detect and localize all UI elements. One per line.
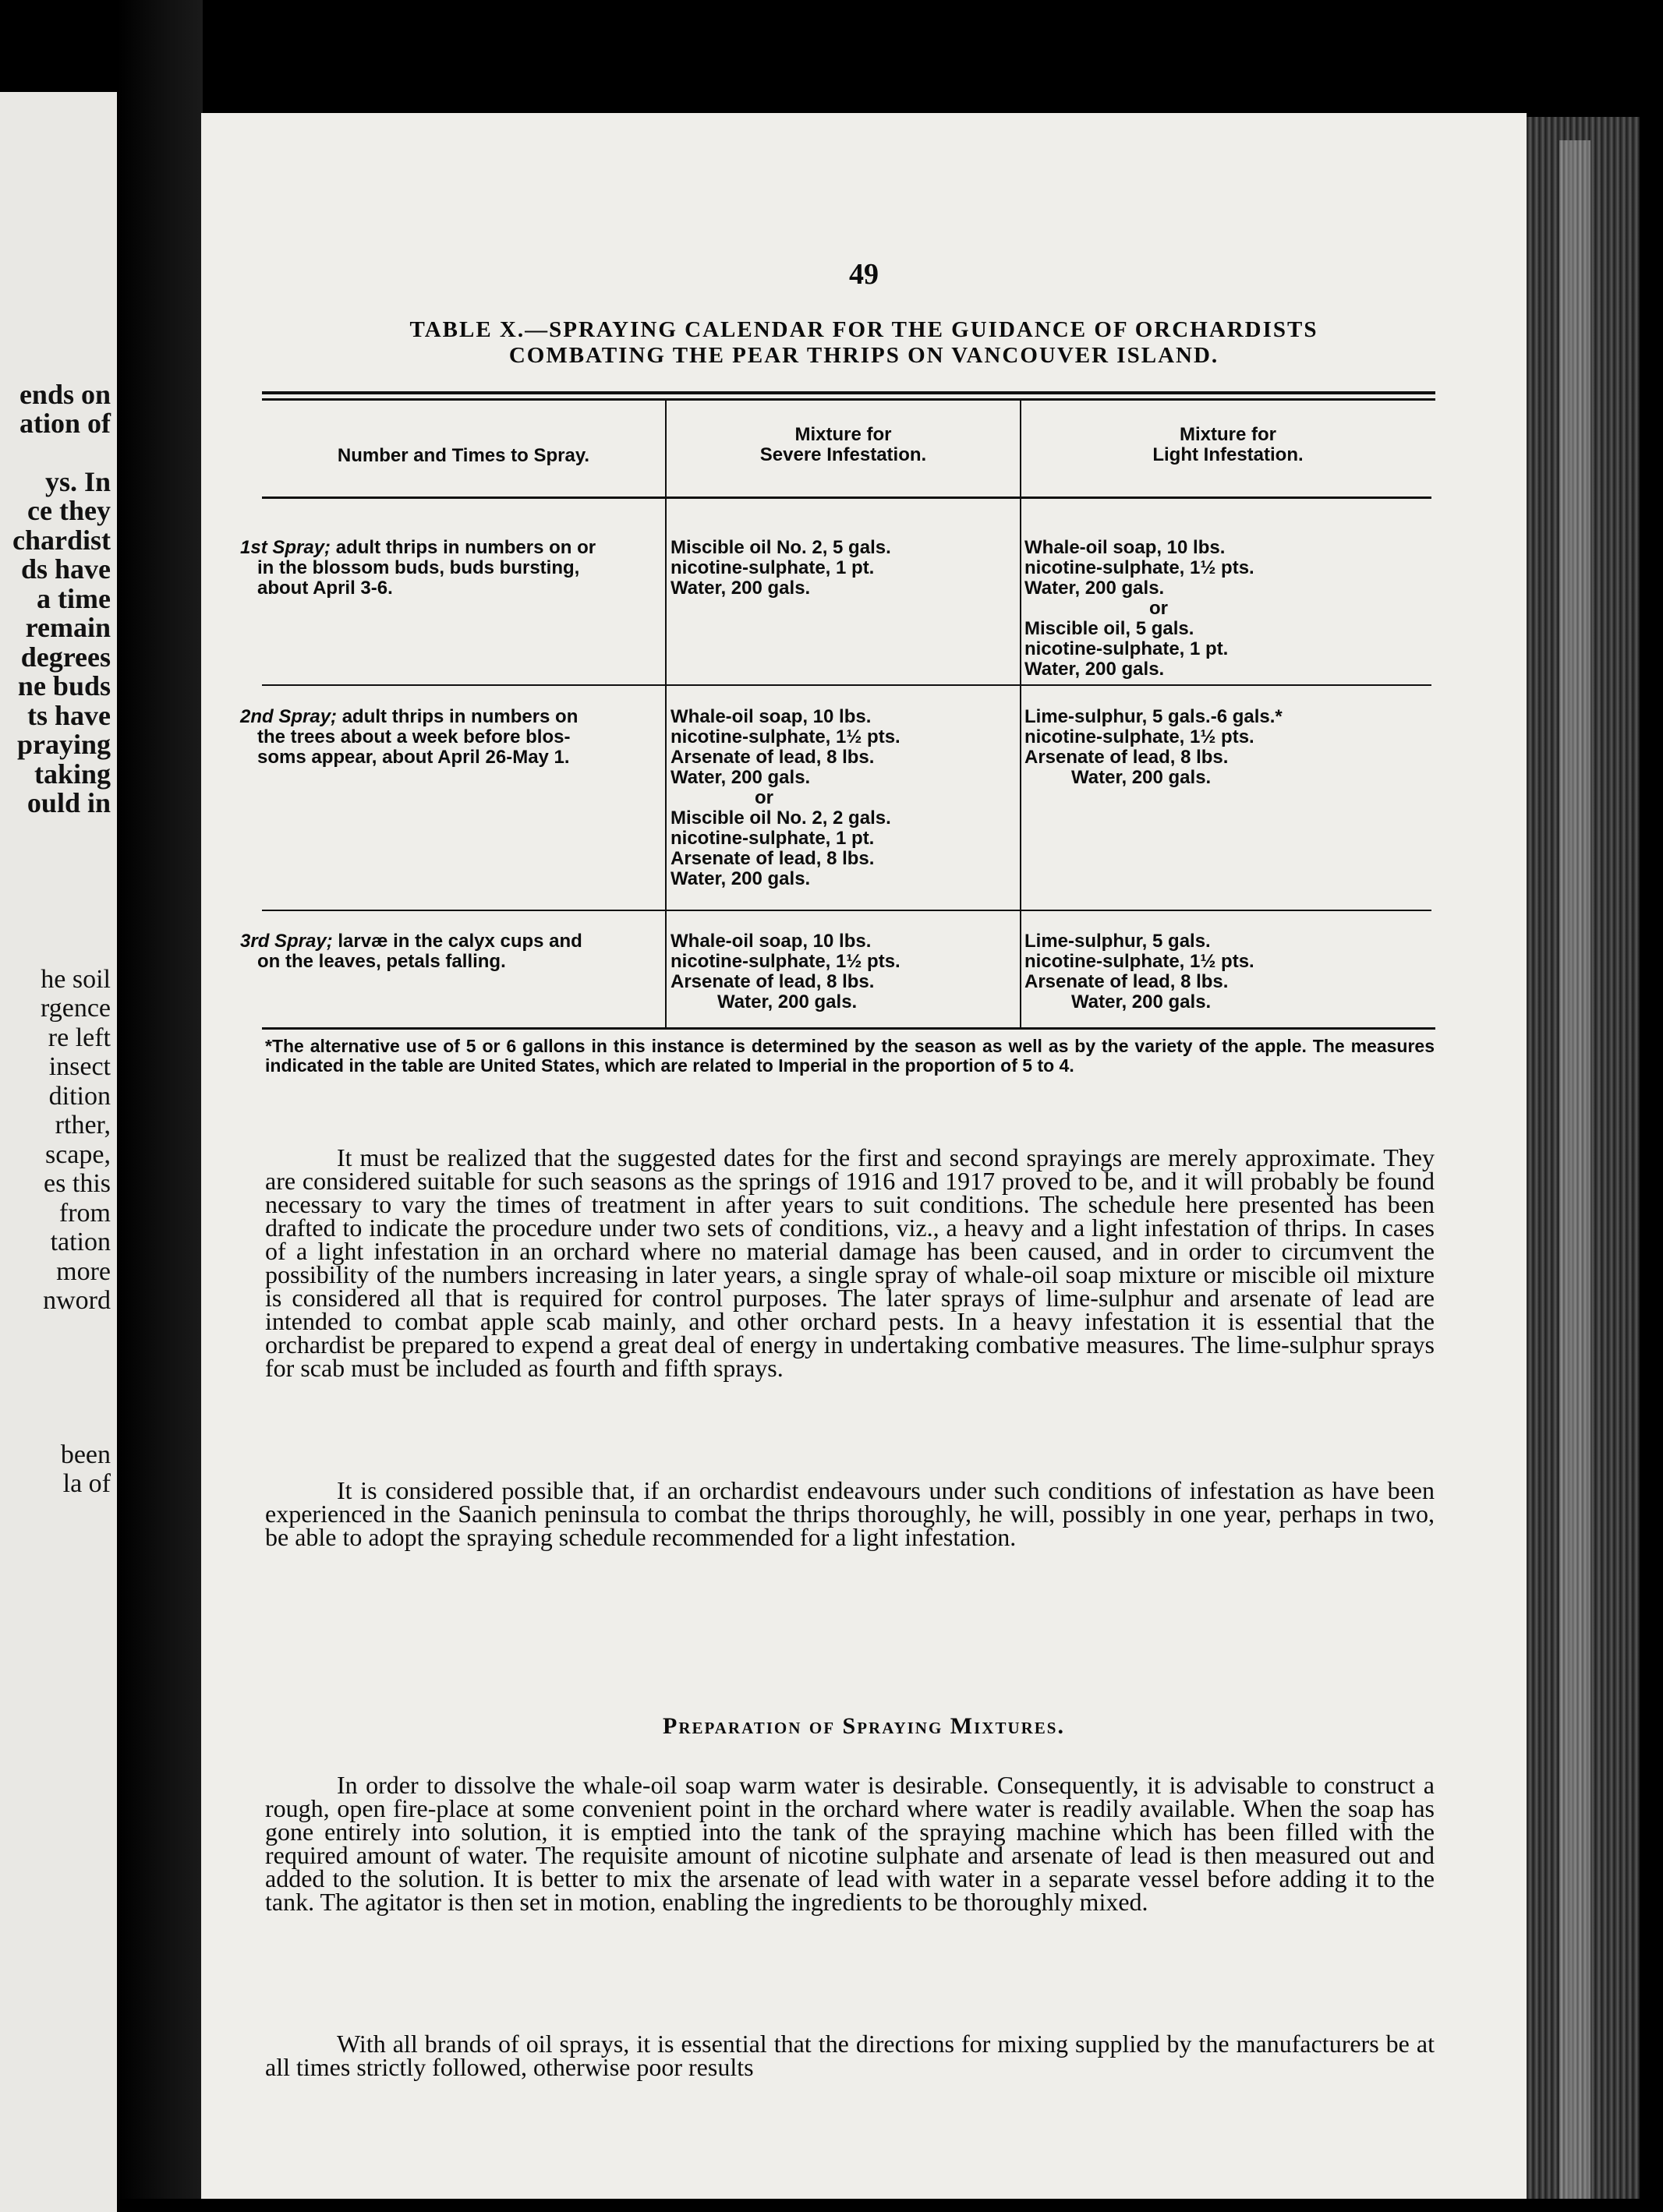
left-page-text-fragment: chardist bbox=[12, 525, 111, 556]
header-col2-line2: Severe Infestation. bbox=[759, 444, 927, 465]
left-page-text-fragment: more bbox=[56, 1257, 111, 1286]
left-page-text-fragment: es this bbox=[44, 1169, 111, 1198]
book-page-edges-highlight bbox=[1559, 140, 1590, 2199]
left-page-text-fragment: rgence bbox=[41, 994, 111, 1023]
row-1-severe-line: Water, 200 gals. bbox=[671, 578, 811, 599]
row-1-spray-label: 1st Spray; bbox=[240, 537, 331, 558]
left-page-text-fragment: la of bbox=[62, 1469, 111, 1498]
row-3-severe-line: Arsenate of lead, 8 lbs. bbox=[671, 971, 875, 992]
row-2-desc-line-3: soms appear, about April 26-May 1. bbox=[257, 747, 570, 768]
row-1-light-line: nicotine-sulphate, 1½ pts. bbox=[1024, 557, 1254, 578]
table-top-rule-1 bbox=[262, 391, 1435, 394]
row-2-severe-line: Whale-oil soap, 10 lbs. bbox=[671, 706, 872, 727]
row-2-light bbox=[1024, 707, 1430, 788]
row-2-severe-line: Water, 200 gals. bbox=[671, 767, 811, 788]
paragraph-1-block bbox=[265, 1143, 1435, 1382]
row-1-severe-line: Miscible oil No. 2, 5 gals. bbox=[671, 537, 891, 558]
table-bottom-rule bbox=[262, 1027, 1435, 1030]
row-2-light-line: Water, 200 gals. bbox=[1071, 767, 1212, 788]
left-page-text-fragment: rther, bbox=[55, 1111, 111, 1140]
header-number-and-times bbox=[262, 446, 665, 466]
row-1-desc-text-1: adult thrips in numbers on or bbox=[335, 537, 596, 558]
right-page bbox=[201, 113, 1527, 2199]
row-3-light bbox=[1024, 931, 1430, 1012]
table-title-line-1: TABLE X.—SPRAYING CALENDAR FOR THE GUIDANCE OF ORCHARDISTS bbox=[409, 317, 1318, 342]
row-2-severe-line: Arsenate of lead, 8 lbs. bbox=[671, 848, 875, 869]
left-page-text-fragment: ends on bbox=[19, 379, 111, 410]
row-1-light-line: nicotine-sulphate, 1 pt. bbox=[1024, 638, 1229, 659]
row-1-light-or: or bbox=[1149, 598, 1168, 619]
row-2-times bbox=[240, 707, 665, 768]
left-page-text-fragment: tation bbox=[50, 1228, 111, 1256]
left-page-text-fragment: ce they bbox=[27, 495, 111, 526]
row-2-desc-line-2: the trees about a week before blos- bbox=[257, 726, 571, 747]
paragraph-3: In order to dissolve the whale-oil soap warm water is desirable. Consequently, it is advisable to construct a rough, open fire-place at some convenient point in the orchard where water is readily available. When the soap has gone entirely into solution, it is emptied into the tank of the spraying machine which has been filled with the required amount of water. The requisite amount of nicotine sulphate and arsenate of lead is then measured out and added to the solution. It is better to mix the arsenate of lead with water in a separate vessel before adding it to the tank. The agitator is then set in motion, enabling the ingredients to be thoroughly mixed. bbox=[265, 1771, 1435, 1916]
row-3-severe bbox=[671, 931, 1017, 1012]
page-number: 49 bbox=[849, 258, 879, 291]
row-3-light-line: Arsenate of lead, 8 lbs. bbox=[1024, 971, 1229, 992]
row-2-spray-label: 2nd Spray; bbox=[240, 706, 338, 727]
row-1-light-line: Water, 200 gals. bbox=[1024, 578, 1165, 599]
row-3-light-line: Lime-sulphur, 5 gals. bbox=[1024, 931, 1211, 952]
left-page-text-fragment: been bbox=[60, 1440, 111, 1469]
row-2-severe-or: or bbox=[755, 787, 773, 808]
row-1-light-line: Water, 200 gals. bbox=[1024, 659, 1165, 680]
row-2-desc-line-1 bbox=[240, 707, 665, 727]
header-light-infestation bbox=[1021, 425, 1435, 465]
row-1-desc-line-3: about April 3-6. bbox=[257, 578, 393, 599]
left-page-text-fragment: ys. In bbox=[44, 466, 111, 497]
row-3-times bbox=[240, 931, 665, 972]
left-facing-page bbox=[0, 92, 117, 2212]
row-2-severe-line: Miscible oil No. 2, 2 gals. bbox=[671, 807, 891, 829]
row-3-desc-text-1: larvæ in the calyx cups and bbox=[338, 931, 582, 952]
row-2-severe-line: nicotine-sulphate, 1½ pts. bbox=[671, 726, 900, 747]
row-3-spray-label: 3rd Spray; bbox=[240, 931, 333, 952]
column-divider-2 bbox=[1020, 401, 1021, 1027]
header-severe-infestation bbox=[667, 425, 1020, 465]
left-page-text-fragment: dition bbox=[48, 1082, 111, 1111]
paragraph-4-block bbox=[265, 2032, 1435, 2079]
row-2-severe bbox=[671, 707, 1017, 889]
row-1-severe-line: nicotine-sulphate, 1 pt. bbox=[671, 557, 875, 578]
left-page-text-fragment: scape, bbox=[44, 1140, 111, 1169]
table-footnote: *The alternative use of 5 or 6 gallons in this instance is determined by the season as well as by the variety of the apple. The measures indicated in the table are United States, which are related to Imperial in the proportion of 5 to 4. bbox=[265, 1036, 1435, 1076]
left-page-text-fragment: taking bbox=[34, 758, 111, 790]
row-1-times bbox=[240, 538, 665, 599]
paragraph-3-block bbox=[265, 1771, 1435, 1916]
table-title-line-2: COMBATING THE PEAR THRIPS ON VANCOUVER ISLAND. bbox=[508, 343, 1219, 368]
row-1-light-line: Miscible oil, 5 gals. bbox=[1024, 618, 1194, 639]
row-3-severe-line: Whale-oil soap, 10 lbs. bbox=[671, 931, 872, 952]
paragraph-4: With all brands of oil sprays, it is essential that the directions for mixing supplied by the manufacturers be at all times strictly followed, otherwise poor results bbox=[265, 2030, 1435, 2081]
row-3-light-line: nicotine-sulphate, 1½ pts. bbox=[1024, 951, 1254, 972]
paragraph-2: It is considered possible that, if an orchardist endeavours under such conditions of infestation as have been experienced in the Saanich peninsula to combat the thrips thoroughly, he will, possibly in one year, perhaps in two, be able to adopt the spraying schedule recommended for a light infestation. bbox=[265, 1476, 1435, 1551]
row-1-desc-line-2: in the blossom buds, buds bursting, bbox=[257, 557, 580, 578]
header-col3-line2: Light Infestation. bbox=[1152, 444, 1304, 465]
left-page-text-fragment: he soil bbox=[41, 965, 111, 994]
paragraph-2-block bbox=[265, 1476, 1435, 1551]
table-top-rule-2 bbox=[262, 398, 1435, 401]
left-page-text-fragment: from bbox=[58, 1199, 111, 1228]
header-col2-line1: Mixture for bbox=[794, 424, 892, 445]
header-bottom-rule bbox=[262, 496, 1431, 499]
left-page-text-fragment: degrees bbox=[20, 641, 111, 673]
paragraph-1: It must be realized that the suggested dates for the first and second sprayings are merely approximate. They are considered suitable for such seasons as the springs of 1916 and 1917 proved to be, and it will probably be found necessary to vary the times of treatment in after years to suit conditions. The schedule here presented has been drafted to indicate the procedure under two sets of conditions, viz., a heavy and a light infestation of thrips. In cases of a light infestation in an orchard where no material damage has been caused, and in order to circumvent the possibility of the numbers increasing in later years, a single spray of whale-oil soap mixture or miscible oil mixture is considered all that is required for control purposes. The later sprays of lime-sulphur and arsenate of lead are intended to combat apple scab mainly, and other orchard pests. In a heavy infestation it is essential that the orchardist be prepared to expend a great deal of energy in undertaking combative measures. The lime-sulphur sprays for scab must be included as fourth and fifth sprays. bbox=[265, 1143, 1435, 1382]
row-3-desc-line-1 bbox=[240, 931, 665, 952]
row-2-light-line: Arsenate of lead, 8 lbs. bbox=[1024, 747, 1229, 768]
left-page-text-fragment: insect bbox=[48, 1052, 111, 1081]
left-page-text-fragment: ne buds bbox=[17, 670, 111, 701]
row-3-desc-line-2: on the leaves, petals falling. bbox=[257, 951, 506, 972]
header-col1-text: Number and Times to Spray. bbox=[337, 445, 590, 466]
row-3-severe-line: nicotine-sulphate, 1½ pts. bbox=[671, 951, 900, 972]
left-page-text-fragment: a time bbox=[37, 583, 111, 614]
row-2-severe-line: Water, 200 gals. bbox=[671, 868, 811, 889]
row-2-severe-line: Arsenate of lead, 8 lbs. bbox=[671, 747, 875, 768]
left-page-text-fragment: ation of bbox=[19, 408, 111, 439]
section-heading: Preparation of Spraying Mixtures. bbox=[663, 1713, 1065, 1739]
row-1-bottom-rule bbox=[262, 684, 1431, 686]
left-page-text-fragment: praying bbox=[16, 729, 111, 760]
row-1-light bbox=[1024, 538, 1430, 680]
row-3-light-line: Water, 200 gals. bbox=[1071, 991, 1212, 1012]
row-2-light-line: nicotine-sulphate, 1½ pts. bbox=[1024, 726, 1254, 747]
left-page-text-fragment: ould in bbox=[27, 787, 111, 818]
row-2-light-line: Lime-sulphur, 5 gals.-6 gals.* bbox=[1024, 706, 1283, 727]
header-col3-line1: Mixture for bbox=[1179, 424, 1276, 445]
row-1-desc-line-1 bbox=[240, 538, 665, 558]
column-divider-1 bbox=[665, 401, 667, 1027]
row-2-bottom-rule bbox=[262, 910, 1431, 911]
row-2-desc-text-1: adult thrips in numbers on bbox=[341, 706, 579, 727]
left-page-text-fragment: remain bbox=[25, 612, 111, 643]
table-title bbox=[295, 317, 1433, 369]
row-1-severe bbox=[671, 538, 1017, 599]
book-spine-shadow bbox=[117, 0, 203, 2199]
left-page-text-fragment: ds have bbox=[20, 553, 111, 585]
row-3-severe-line: Water, 200 gals. bbox=[717, 991, 858, 1012]
left-page-text-fragment: ts have bbox=[27, 700, 111, 731]
left-page-text-fragment: re left bbox=[48, 1023, 111, 1052]
row-1-light-line: Whale-oil soap, 10 lbs. bbox=[1024, 537, 1226, 558]
row-2-severe-line: nicotine-sulphate, 1 pt. bbox=[671, 828, 875, 849]
left-page-text-fragment: nword bbox=[43, 1286, 111, 1315]
